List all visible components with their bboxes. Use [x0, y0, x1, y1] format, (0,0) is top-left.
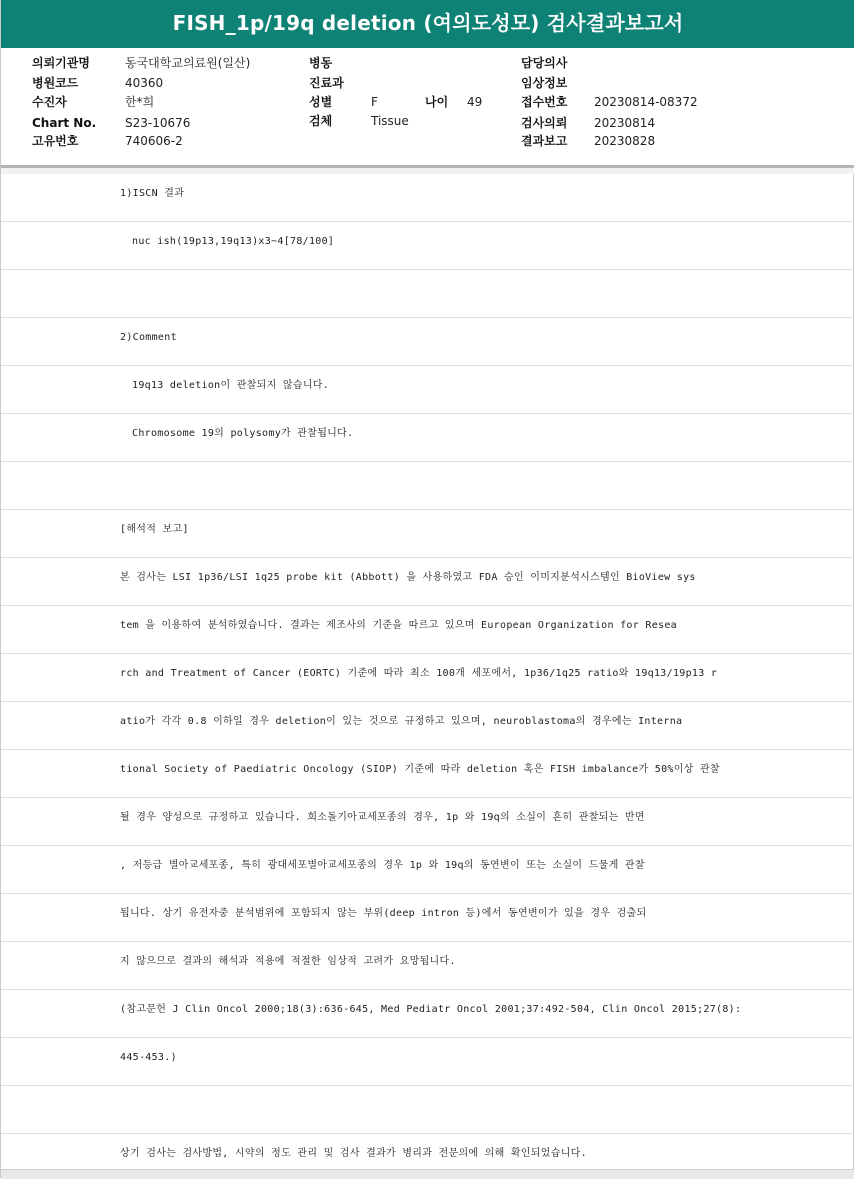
doctor-label: 담당의사 [521, 56, 568, 70]
request-date-value: 20230814 [594, 116, 656, 130]
report-line [1, 894, 854, 942]
report-body [1, 174, 854, 1170]
report-line [1, 702, 854, 750]
specimen-label: 검체 [309, 114, 333, 128]
request-date-label: 검사의뢰 [521, 116, 568, 130]
report-line [1, 558, 854, 606]
report-line-text: (참고문헌 J Clin Oncol 2000;18(3):636-645, Med Pediatr Oncol 2001;37:492-504, Clin Oncol 2015;27(8): [120, 1004, 742, 1015]
report-line [1, 942, 854, 990]
age-label: 나이 [425, 95, 449, 109]
report-line-text: 본 검사는 LSI 1p36/LSI 1q25 probe kit (Abbott) 을 사용하였고 FDA 승인 이미지분석시스템인 BioView sys [120, 572, 696, 583]
report-line-text: [해석적 보고] [120, 524, 189, 535]
chart-no-label: Chart No. [32, 116, 97, 130]
report-line [1, 318, 854, 366]
report-line-text: 2)Comment [120, 332, 177, 343]
report-line-text: 지 않으므로 결과의 해석과 적용에 적절한 임상적 고려가 요망됩니다. [120, 956, 456, 967]
patient-value: 한*희 [125, 95, 155, 109]
sex-label: 성별 [309, 95, 333, 109]
report-line [1, 1038, 854, 1086]
report-date-label: 결과보고 [521, 134, 568, 148]
age-value: 49 [467, 95, 483, 109]
hospital-code-value: 40360 [125, 76, 164, 90]
report-line [1, 174, 854, 222]
report-line-text: rch and Treatment of Cancer (EORTC) 기준에 따라 최소 100개 세포에서, 1p36/1q25 ratio와 19q13/19p13 r [120, 668, 718, 679]
clinical-info-label: 임상정보 [521, 76, 568, 90]
ward-label: 병동 [309, 56, 333, 70]
department-label: 진료과 [309, 76, 344, 90]
report-line-text: 상기 검사는 검사방법, 시약의 정도 관리 및 검사 결과가 병리과 전문의에 의해 확인되었습니다. [120, 1148, 587, 1159]
specimen-value: Tissue [371, 114, 409, 128]
report-line-text: nuc ish(19p13,19q13)x3~4[78/100] [132, 236, 335, 247]
report-line [1, 1086, 854, 1134]
report-line-text: , 저등급 별아교세포종, 특히 광대세포별아교세포종의 경우 1p 와 19q의 동연변이 또는 소실이 드물게 관찰 [120, 860, 645, 871]
report-line-text: Chromosome 19의 polysomy가 관찰됩니다. [132, 428, 354, 439]
report-line [1, 654, 854, 702]
report-line-text: tem 을 이용하여 분석하였습니다. 결과는 제조사의 기준을 따르고 있으며 European Organization for Resea [120, 620, 677, 631]
chart-no-value: S23-10676 [125, 116, 191, 130]
report-line [1, 750, 854, 798]
report-line [1, 414, 854, 462]
report-line [1, 798, 854, 846]
sex-value: F [371, 95, 378, 109]
report-line-text: 1)ISCN 결과 [120, 188, 185, 199]
report-line-text: 445-453.) [120, 1052, 177, 1063]
report-line-text: atio가 각각 0.8 이하일 경우 deletion이 있는 것으로 규정하고 있으며, neuroblastoma의 경우에는 Interna [120, 716, 683, 727]
institution-value: 동국대학교의료원(일산) [125, 56, 251, 70]
institution-label: 의뢰기관명 [32, 56, 90, 70]
hospital-code-label: 병원코드 [32, 76, 79, 90]
report-line [1, 606, 854, 654]
unique-id-value: 740606-2 [125, 134, 183, 148]
report-line [1, 846, 854, 894]
report-line [1, 270, 854, 318]
unique-id-label: 고유번호 [32, 134, 79, 148]
patient-label: 수진자 [32, 95, 67, 109]
receipt-no-value: 20230814-08372 [594, 95, 698, 109]
report-line [1, 222, 854, 270]
report-date-value: 20230828 [594, 134, 656, 148]
report-title: FISH_1p/19q deletion (여의도성모) 검사결과보고서 [1, 0, 854, 49]
report-line-text: 될 경우 양성으로 규정하고 있습니다. 희소돌기아교세포종의 경우, 1p 와 19q의 소실이 흔히 관찰되는 반면 [120, 812, 645, 823]
report-line-text: 됩니다. 상기 유전자중 분석범위에 포함되지 않는 부위(deep intron 등)에서 동연변이가 있을 경우 검출되 [120, 908, 647, 919]
report-line [1, 462, 854, 510]
report-line [1, 510, 854, 558]
report-line-text: tional Society of Paediatric Oncology (SIOP) 기준에 따라 deletion 혹은 FISH imbalance가 50%이상 관찰 [120, 764, 720, 775]
report-line [1, 990, 854, 1038]
report-line-text: 19q13 deletion이 관찰되지 않습니다. [132, 380, 330, 391]
receipt-no-label: 접수번호 [521, 95, 568, 109]
report-header [1, 48, 854, 165]
report-line [1, 366, 854, 414]
